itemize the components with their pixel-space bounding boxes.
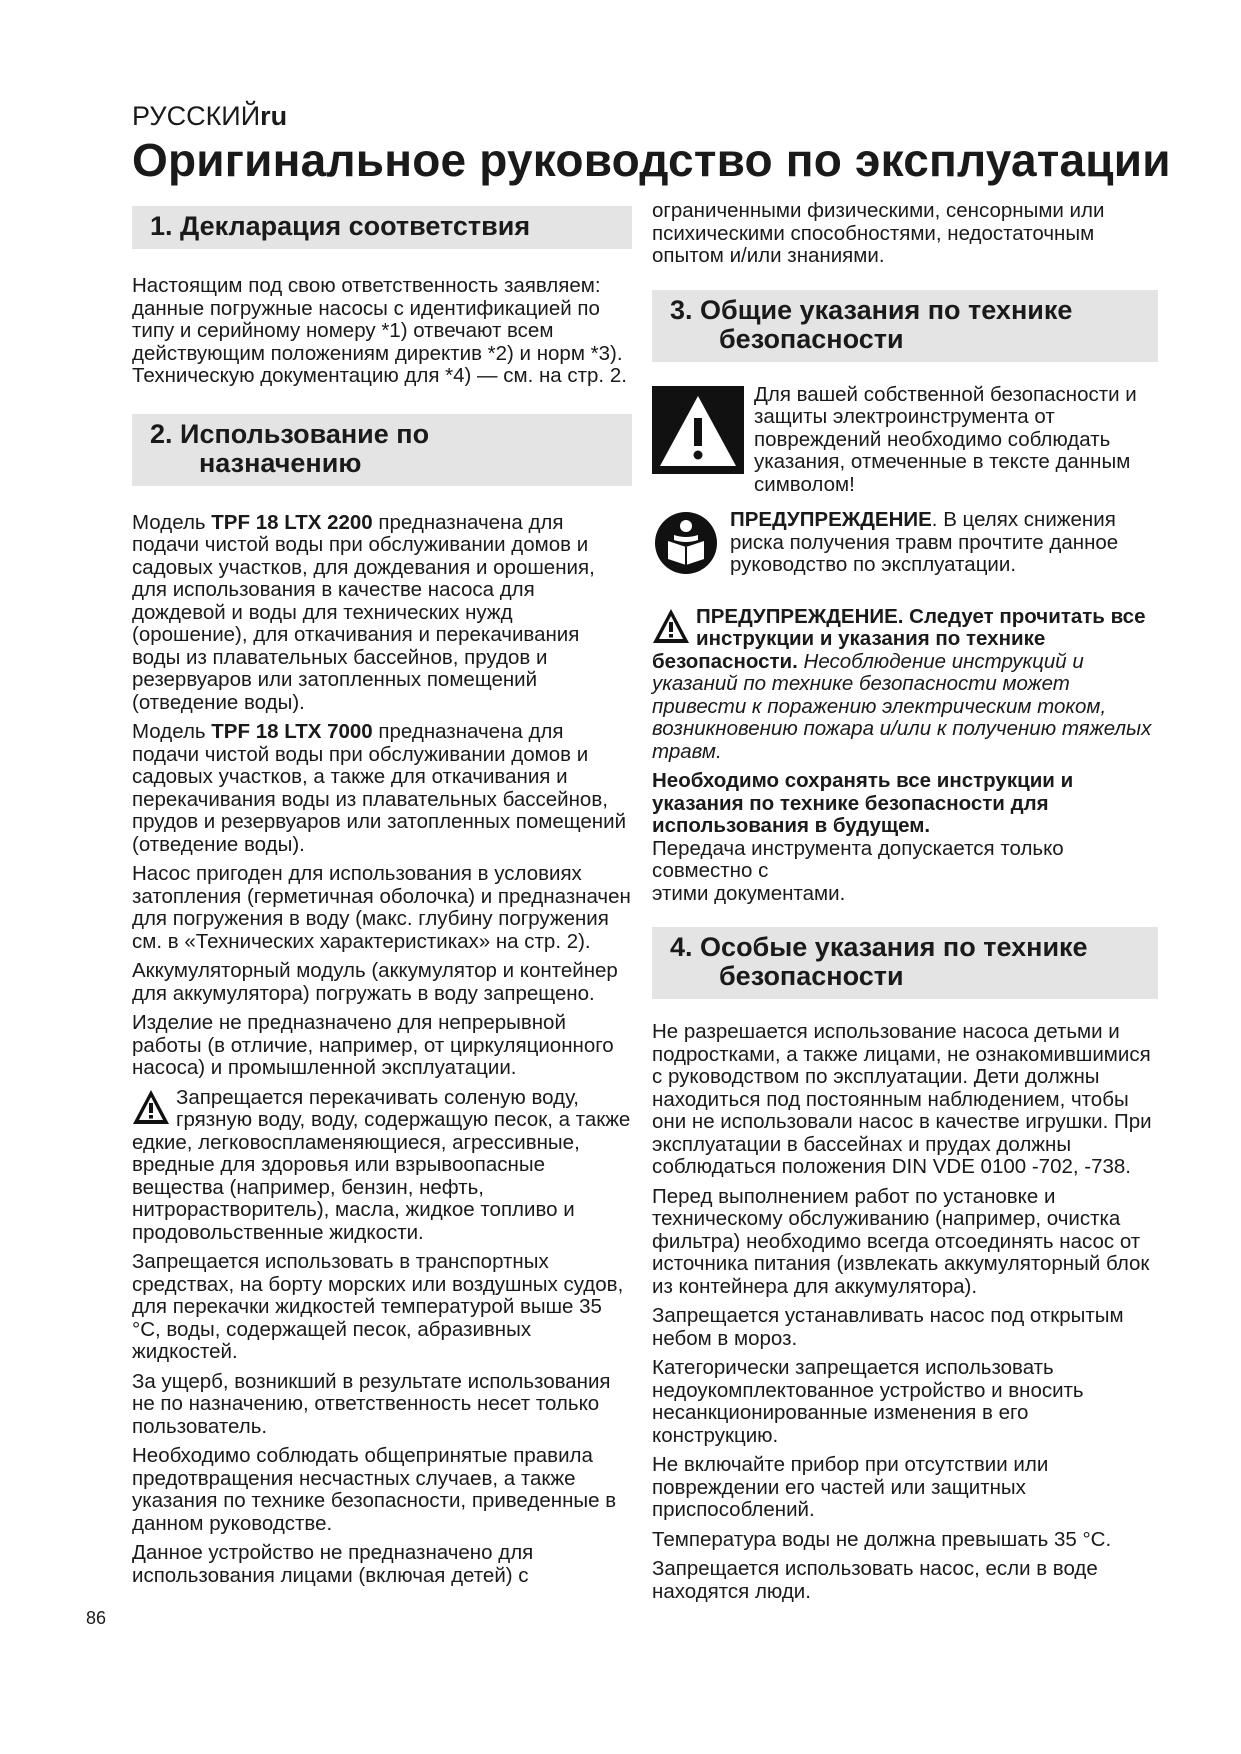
section-title-line1: Общие указания по технике <box>700 294 1073 325</box>
page-number: 86 <box>86 1608 107 1628</box>
paragraph-submersion: Насос пригоден для использования в условиях затопления (герметичная оболочка) и предназначен для погружения в воду (макс. глубину погружения см. в «Технических характеристиках» на стр. 2). <box>132 862 631 953</box>
section-title-line1: Использование по <box>180 418 430 449</box>
model-name: TPF 18 LTX 2200 <box>211 510 373 534</box>
keep-instructions-text: Необходимо сохранять все инструкции и указания по технике безопасности для использования в будущем. <box>652 769 1074 837</box>
paragraph-water-temperature: Температура воды не должна превышать 35 °C. <box>652 1527 1112 1551</box>
section-title-line1: Особые указания по технике <box>700 932 1088 962</box>
warning-label: ПРЕДУПРЕЖДЕНИЕ <box>730 508 932 531</box>
section-title: Декларация соответствия <box>180 211 531 241</box>
warning-read-manual <box>652 509 1158 577</box>
section-number: 1. <box>150 211 173 241</box>
right-column <box>652 200 1158 1610</box>
paragraph-disconnect: Перед выполнением работ по установке и техническому обслуживанию (например, очистка фильтра) необходимо всегда отсоединять насос от источника питания (извлекать аккумуляторный блок из контейнера для аккумулятора). <box>652 1184 1150 1298</box>
section-title-line2: назначению <box>199 447 362 478</box>
section-3-heading <box>652 290 1158 362</box>
paragraph-frost: Запрещается устанавливать насос под открытым небом в мороз. <box>652 1304 1124 1350</box>
section-1-heading <box>132 206 632 249</box>
warning-label: ПРЕДУПРЕЖДЕНИЕ. Следует прочитать все инструкции и указания по технике безопасности. <box>652 604 1146 673</box>
paragraph-rules: Необходимо соблюдать общепринятые правила предотвращения несчастных случаев, а также указания по технике безопасности, приведенные в данном руководстве. <box>132 1444 617 1535</box>
paragraph-model-2200 <box>132 512 632 715</box>
paragraph-people-in-water: Запрещается использовать насос, если в воде находятся люди. <box>652 1557 1098 1603</box>
paragraph-liability: За ущерб, возникший в результате использования не по назначению, ответственность несет только пользователь. <box>132 1369 611 1438</box>
paragraph-persons: Данное устройство не предназначено для использования лицами (включая детей) с <box>132 1541 534 1587</box>
declaration-text: Настоящим под свою ответственность заявляем: данные погружные насосы с идентификацией по типу и серийному номеру *1) отвечают всем действующим положениям директив *2) и норм *3). Техническую документацию для *4) — см. на стр. 2. <box>132 274 627 387</box>
warning-triangle-icon <box>132 1089 170 1125</box>
section-2-heading <box>132 414 632 486</box>
paragraph-battery: Аккумуляторный модуль (аккумулятор и контейнер для аккумулятора) погружать в воду запрещено. <box>132 959 618 1005</box>
warning-text: . В целях снижения риска получения травм прочтите данное руководство по эксплуатации. <box>730 508 1119 576</box>
read-manual-icon <box>654 511 718 575</box>
paragraph-model-7000 <box>132 721 632 856</box>
transfer-text-line2: этими документами. <box>652 881 846 905</box>
page-title: Оригинальное руководство по эксплуатации <box>132 134 1171 186</box>
warning-text: Несоблюдение инструкций и указаний по технике безопасности может привести к поражению электрическим током, возникновению пожара и/или к получению тяжелых травм. <box>652 649 1152 763</box>
warning-prohibited-liquids <box>132 1087 632 1245</box>
warning-triangle-icon <box>652 386 744 474</box>
text: предназначена для подачи чистой воды при обслуживании домов и садовых участков, для дождевания и орошения, для использования в качестве насоса для дождевой и воды для технических нужд (орошение), для откачивания и перекачивания воды из плавательных бассейнов, прудов и резервуаров или затопленных помещений (отведение воды). <box>132 510 595 714</box>
warning-text: Запрещается перекачивать соленую воду, грязную воду, воду, содержащую песок, а также едкие, легковоспламеняющиеся, агрессивные, вредные для здоровья или взрывоопасные вещества (например, бензин, нефть, нитрорастворитель), масла, жидкое топливо и продовольственные жидкости. <box>132 1085 631 1244</box>
warning-triangle-icon <box>652 608 690 644</box>
text: Модель <box>132 720 212 743</box>
section-title-line2: безопасности <box>719 961 904 991</box>
note-text: Для вашей собственной безопасности и защиты электроинструмента от повреждений необходимо соблюдать указания, отмеченные в тексте данным символом! <box>754 382 1137 496</box>
paragraph-not-continuous: Изделие не предназначено для непрерывной работы (в отличие, например, от циркуляционного насоса) и промышленной эксплуатации. <box>132 1011 614 1079</box>
paragraph-children: Не разрешается использование насоса детьми и подростками, а также лицами, не ознакомившимися с руководством по эксплуатации. Дети должны находиться под постоянным наблюдением, чтобы они не использовали насос в качестве игрушки. При эксплуатации в бассейнах и прудах должны соблюдаться положения DIN VDE 0100 -702, -738. <box>652 1020 1152 1178</box>
section-number: 2. <box>150 418 173 449</box>
warning-read-instructions <box>652 606 1158 764</box>
language-label <box>132 100 287 132</box>
language-name: РУССКИЙ <box>132 101 261 131</box>
model-name: TPF 18 LTX 7000 <box>211 720 373 743</box>
transfer-text: Передача инструмента допускается только совместно с <box>652 836 1064 882</box>
text: Модель <box>132 510 212 534</box>
paragraph-transport: Запрещается использовать в транспортных средствах, на борту морских или воздушных судов, для перекачки жидкостей температурой выше 35 °C, воды, содержащей песок, абразивных жидкостей. <box>132 1250 624 1363</box>
paragraph-continuation: ограниченными физическими, сенсорными или психическими способностями, недостаточным опытом и/или знаниями. <box>652 199 1105 267</box>
section-number: 4. <box>670 932 693 962</box>
safety-symbol-note <box>652 384 1158 497</box>
paragraph-damaged-parts: Не включайте прибор при отсутствии или повреждении его частей или защитных приспособлений. <box>652 1453 1049 1521</box>
left-column <box>132 206 632 1594</box>
text: предназначена для подачи чистой воды при обслуживании домов и садовых участков, а также для откачивания и перекачивания воды из плавательных бассейнов, прудов и резервуаров или затопленных помещений (отведение воды). <box>132 720 627 856</box>
section-title-line2: безопасности <box>719 323 904 354</box>
section-number: 3. <box>670 294 693 325</box>
section-4-heading <box>652 927 1158 999</box>
paragraph-modifications: Категорически запрещается использовать недоукомплектованное устройство и вносить несанкционированные изменения в его конструкцию. <box>652 1356 1084 1447</box>
language-code: ru <box>260 101 288 131</box>
